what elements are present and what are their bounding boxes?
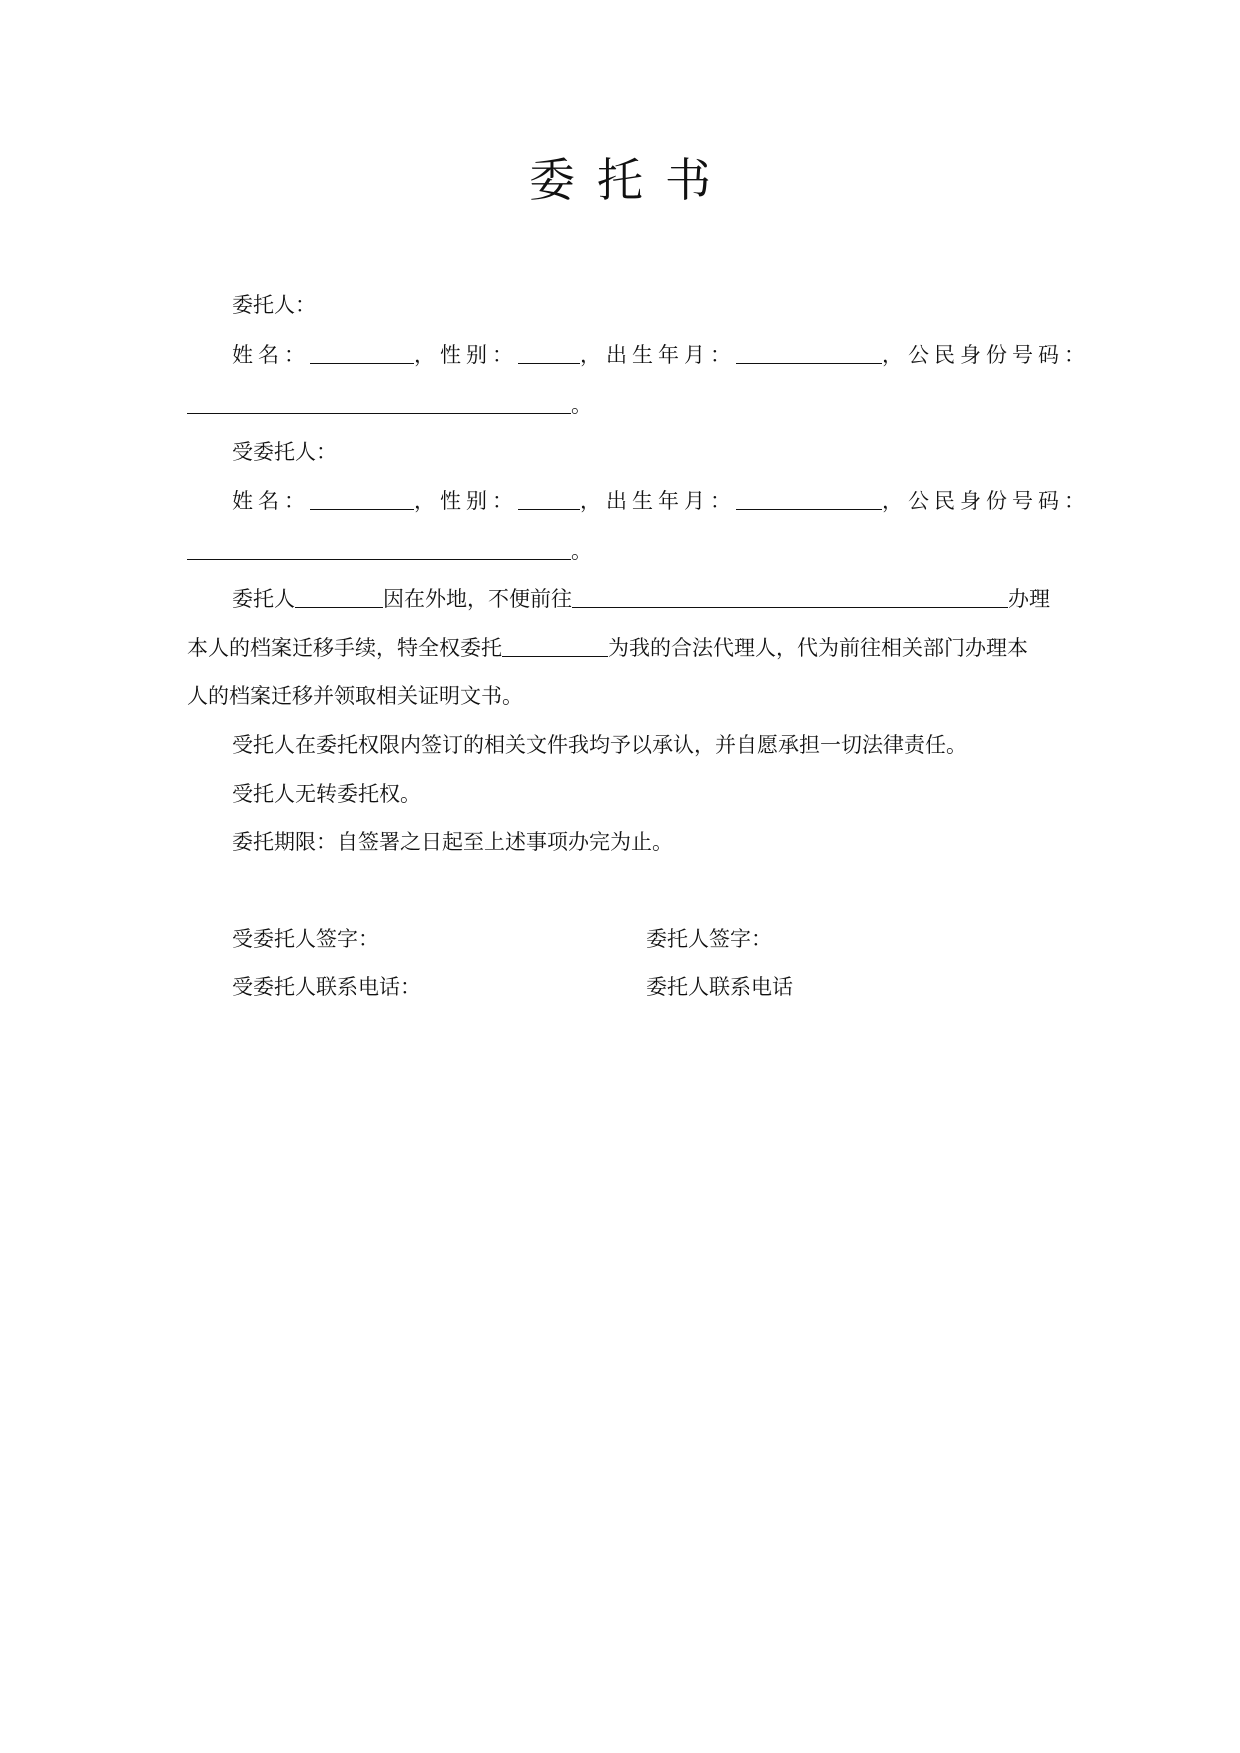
principal-gender-blank[interactable] <box>518 341 580 364</box>
body-p1-line3: 人的档案迁移并领取相关证明文书。 <box>187 684 523 708</box>
principal-signature-label: 委托人签字： <box>646 927 772 951</box>
principal-birth-blank[interactable] <box>736 341 882 364</box>
agent-name-inline-blank[interactable] <box>502 634 608 657</box>
agent-heading: 受委托人： <box>232 440 337 464</box>
agent-id-line <box>187 536 592 566</box>
agent-name-label: 姓名： <box>232 489 310 513</box>
destination-blank[interactable] <box>572 585 1008 608</box>
agent-id-label: ，公民身份号码： <box>882 489 1090 513</box>
body-p4: 委托期限：自签署之日起至上述事项办完为止。 <box>232 830 673 854</box>
body-text: 办理 <box>1008 587 1050 611</box>
body-p1-line2 <box>187 633 1028 663</box>
principal-birth-label: ，出生年月： <box>580 343 736 367</box>
body-text: 因在外地，不便前往 <box>383 587 572 611</box>
principal-phone-label: 委托人联系电话 <box>646 975 793 999</box>
principal-info-line <box>232 340 1090 370</box>
agent-id-end: 。 <box>571 539 592 563</box>
body-p1-line1 <box>232 584 1050 614</box>
body-text: 本人的档案迁移手续，特全权委托 <box>187 636 502 660</box>
principal-name-blank[interactable] <box>310 341 414 364</box>
body-text: 委托人 <box>232 587 295 611</box>
body-text: 为我的合法代理人，代为前往相关部门办理本 <box>608 636 1028 660</box>
agent-info-line <box>232 486 1090 516</box>
agent-id-blank[interactable] <box>187 537 571 560</box>
principal-heading: 委托人： <box>232 293 316 317</box>
agent-birth-label: ，出生年月： <box>580 489 736 513</box>
agent-phone-label: 受委托人联系电话： <box>232 975 421 999</box>
agent-birth-blank[interactable] <box>736 487 882 510</box>
principal-name-label: 姓名： <box>232 343 310 367</box>
document-title: 委托书 <box>529 153 733 207</box>
principal-id-blank[interactable] <box>187 391 571 414</box>
agent-gender-blank[interactable] <box>518 487 580 510</box>
principal-id-line <box>187 390 592 420</box>
principal-name-inline-blank[interactable] <box>295 585 383 608</box>
body-p2: 受托人在委托权限内签订的相关文件我均予以承认，并自愿承担一切法律责任。 <box>232 733 967 757</box>
agent-gender-label: ，性别： <box>414 489 518 513</box>
principal-id-end: 。 <box>571 393 592 417</box>
principal-id-label: ，公民身份号码： <box>882 343 1090 367</box>
body-p3: 受托人无转委托权。 <box>232 782 421 806</box>
agent-name-blank[interactable] <box>310 487 414 510</box>
agent-signature-label: 受委托人签字： <box>232 927 379 951</box>
principal-gender-label: ，性别： <box>414 343 518 367</box>
